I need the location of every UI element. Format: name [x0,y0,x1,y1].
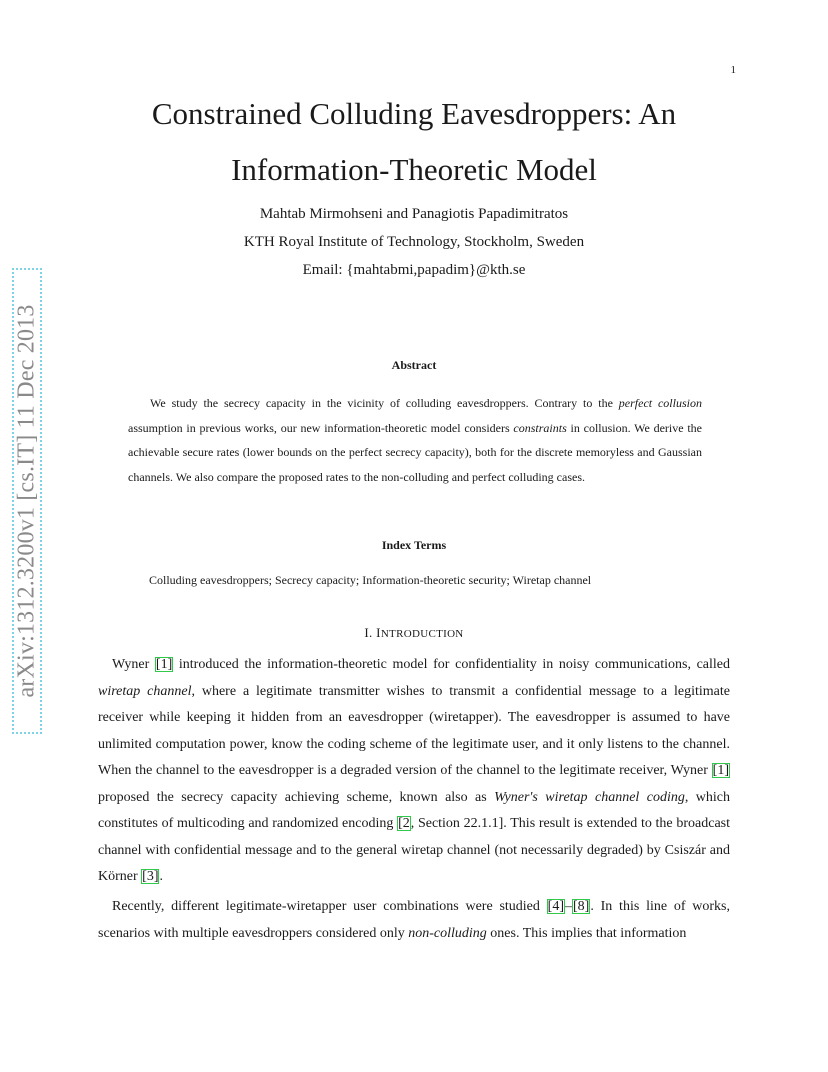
index-terms-body: Colluding eavesdroppers; Secrecy capacity; Information-theoretic security; Wiretap channel [149,573,592,587]
paper-title [90,86,738,198]
section-heading-introduction [90,625,738,641]
p1-text-6: , Section 22.1.1]. This result is extended to the broadcast channel with confidential message and to the general wiretap channel (not necessarily degraded) by Csiszár and Körner [98,816,730,884]
abstract-text-1: We study the secrecy capacity in the vicinity of colluding eavesdroppers. Contrary to the [150,396,619,410]
page-number: 1 [730,64,736,76]
introduction-paragraph-2 [98,894,730,947]
email: Email: {mahtabmi,papadim}@kth.se [302,262,526,278]
affiliation: KTH Royal Institute of Technology, Stockholm, Sweden [243,234,585,250]
citation-link-4[interactable]: [4] [547,899,564,914]
p1-emphasis-wiretap-channel: wiretap channel [98,683,192,699]
p2-text-1: Recently, different legitimate-wiretapper user combinations were studied [112,899,547,914]
section-title-initial: I [376,625,381,640]
p1-text-2: introduced the information-theoretic model for confidentiality in noisy communications, called [173,657,731,672]
citation-link-2[interactable]: [2 [398,816,410,831]
abstract-emphasis-perfect-collusion: perfect collusion [618,396,702,410]
citation-link-1[interactable]: [1] [155,657,173,672]
abstract-text-3: in collusion. We derive the achievable secure rates (lower bounds on the perfect secrecy capacity), both for the discrete memoryless and Gaussian channels. We also compare the proposed rates to the non-colluding and perfect colluding cases. [128,420,703,484]
p1-text-1: Wyner [112,657,155,672]
citation-link-3[interactable]: [3] [142,869,159,884]
abstract-emphasis-constraints: constraints [513,420,567,435]
authors: Mahtab Mirmohseni and Panagiotis Papadimitratos [259,206,569,222]
p1-text-3: , where a legitimate transmitter wishes to transmit a confidential message to a legitimate receiver while keeping it hidden from an eavesdropper (wiretapper). The eavesdropper is assumed to have unlimited computation power, know the coding scheme of the legitimate user, and it only listens to the channel. When the channel to the eavesdropper is a degraded version of the channel to the legitimate receiver, Wyner [98,683,731,778]
citation-link-1b[interactable]: [1] [712,763,729,778]
abstract-text-2: assumption in previous works, our new information-theoretic model considers [128,420,514,435]
introduction-paragraph-1 [98,652,730,891]
citation-link-8[interactable]: [8] [573,899,590,914]
p2-dash: – [565,899,572,914]
p1-text-4: proposed the secrecy capacity achieving scheme, known also as [98,789,495,805]
abstract-heading: Abstract [391,358,437,372]
arxiv-identifier-stamp [12,268,42,734]
p1-emphasis-wyner-coding: Wyner's wiretap channel coding [494,789,685,805]
p2-text-4: ones. This implies that information [486,925,687,941]
title-line-2: Information-Theoretic Model [231,152,597,187]
title-line-1: Constrained Colluding Eavesdroppers: An [151,96,677,131]
p2-text-3: . In this line of works, scenarios with multiple eavesdroppers considered only [98,899,731,941]
abstract-body [128,391,702,489]
p1-text-5: , which constitutes of multicoding and randomized encoding [98,789,730,831]
index-terms-heading: Index Terms [381,538,447,552]
p1-text-7: . [159,869,163,884]
arxiv-identifier-text: arXiv:1312.3200v1 [cs.IT] 11 Dec 2013 [13,304,40,698]
section-number: I. [364,625,373,640]
section-title-rest: NTRODUCTION [380,628,464,640]
p2-emphasis-non-colluding: non-colluding [408,925,487,941]
